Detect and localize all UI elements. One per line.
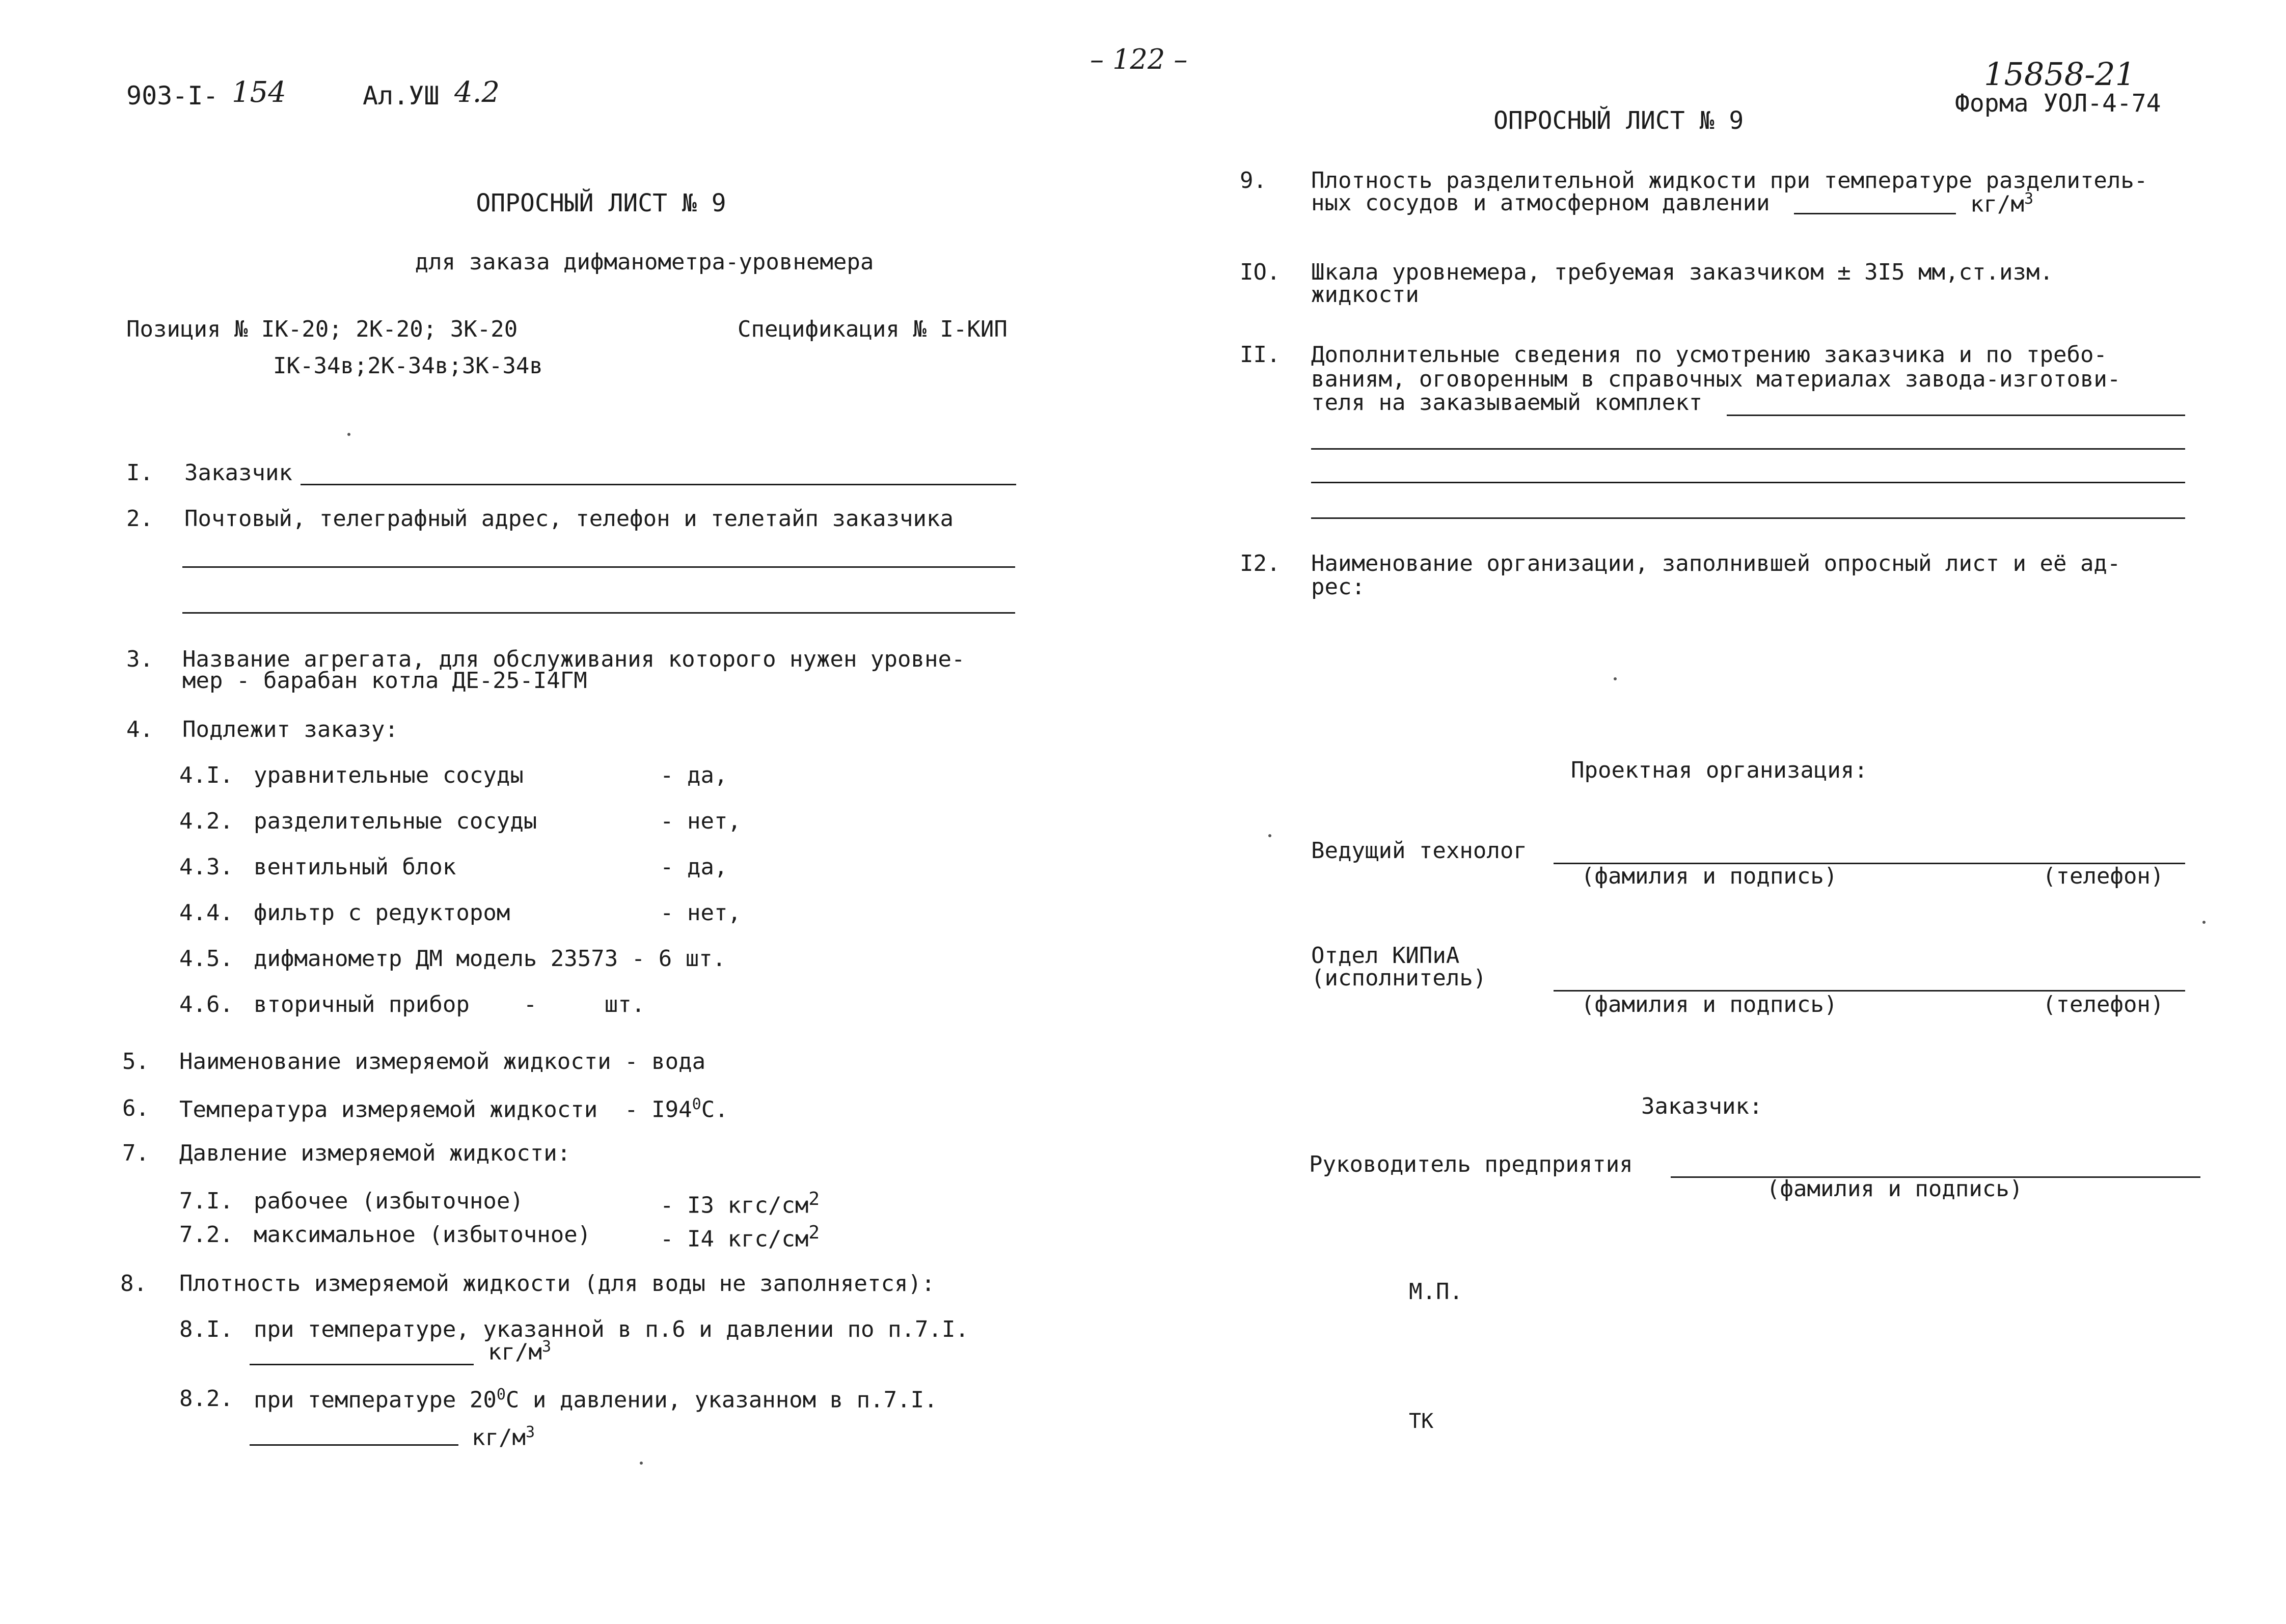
additional-info-line-3: [1311, 482, 2185, 483]
item-2-number: 2.: [126, 506, 153, 532]
customer-heading: Заказчик:: [1641, 1093, 1763, 1119]
scan-speck: [2202, 921, 2206, 924]
doc-code: 90З-I-: [126, 81, 219, 111]
item-6-number: 6.: [122, 1095, 149, 1121]
item-7-2-text: максимальное (избыточное): [254, 1222, 591, 1248]
item-1-number: I.: [126, 460, 153, 486]
item-12-text-2: рес:: [1311, 574, 1365, 600]
seal-place-label: М.П.: [1409, 1279, 1463, 1305]
item-11-text-3: теля на заказываемый комплект: [1311, 390, 1703, 416]
item-4-3-value: - да,: [660, 854, 728, 880]
item-10-number: IO.: [1240, 259, 1281, 285]
item-4-2-number: 4.2.: [179, 808, 233, 834]
item-8-label: Плотность измеряемой жидкости (для воды не заполняется):: [179, 1271, 935, 1297]
address-field-line-1: [182, 566, 1015, 568]
item-4-5-text: дифманометр ДМ модель 23573 - 6 шт.: [254, 946, 726, 972]
customer-field-line: [301, 484, 1016, 485]
item-4-number: 4.: [126, 717, 153, 742]
enterprise-head-caption: (фамилия и подпись): [1766, 1176, 2023, 1202]
specification: Спецификация № I-КИП: [738, 316, 1008, 342]
left-title: ОПРОСНЫЙ ЛИСТ № 9: [476, 189, 726, 217]
item-7-1-text: рабочее (избыточное): [254, 1188, 524, 1214]
item-6-text: Температура измеряемой жидкости - $I94^0С$.: [179, 1095, 728, 1123]
item-3-number: 3.: [126, 646, 153, 672]
item-2-label: Почтовый, телеграфный адрес, телефон и телетайп заказчика: [184, 506, 954, 532]
item-7-1-value: - I3 кгс/$см^2$: [660, 1189, 820, 1219]
item-12-text-1: Наименование организации, заполнившей опросный лист и её ад-: [1311, 550, 2121, 576]
right-title: ОПРОСНЫЙ ЛИСТ № 9: [1493, 106, 1744, 135]
item-7-label: Давление измеряемой жидкости:: [179, 1140, 571, 1166]
item-7-1-number: 7.I.: [179, 1188, 233, 1214]
item-5-number: 5.: [122, 1049, 149, 1075]
lead-technologist-label: Ведущий технолог: [1311, 838, 1527, 864]
item-4-1-number: 4.I.: [179, 762, 233, 788]
lead-technologist-name-caption: (фамилия и подпись): [1581, 863, 1838, 889]
additional-info-line-4: [1311, 517, 2185, 519]
scan-speck: [347, 433, 350, 436]
item-4-label: Подлежит заказу:: [182, 717, 398, 742]
item-4-1-text: уравнительные сосуды: [254, 762, 524, 788]
item-4-3-text: вентильный блок: [254, 854, 456, 880]
scan-speck: [1614, 677, 1617, 680]
item-1-label: Заказчик: [184, 460, 292, 486]
item-4-4-text: фильтр с редуктором: [254, 900, 510, 926]
department-name-caption: (фамилия и подпись): [1581, 992, 1838, 1017]
item-10-text-1: Шкала уровнемера, требуемая заказчиком ± 3I5 мм,ст.изм.: [1311, 259, 2053, 285]
address-field-line-2: [182, 612, 1015, 614]
density-field-line-2: [250, 1444, 458, 1446]
page-number: – 122 –: [1090, 43, 1188, 75]
item-8-1-number: 8.I.: [179, 1316, 233, 1342]
item-9-text-1: Плотность разделительной жидкости при температуре разделитель-: [1311, 168, 2148, 194]
item-4-4-number: 4.4.: [179, 900, 233, 926]
lead-technologist-phone-caption: (телефон): [2043, 863, 2164, 889]
item-4-2-value: - нет,: [660, 808, 741, 834]
doc-code-handwritten: 154: [232, 76, 286, 109]
item-11-text-2: ваниям, оговоренным в справочных материалах завода-изготови-: [1311, 366, 2121, 392]
item-4-6-text: вторичный прибор - шт.: [254, 992, 645, 1017]
position-line-1: Позиция № IК-20; 2К-20; ЗК-20: [126, 316, 518, 342]
item-8-2-text: при температуре $20^0С$ и давлении, указанном в п.7.I.: [254, 1386, 938, 1413]
item-5-text: Наименование измеряемой жидкости - вода: [179, 1049, 706, 1075]
item-4-1-value: - да,: [660, 762, 728, 788]
item-8-2-unit: $кг/м^3$: [472, 1423, 535, 1451]
item-7-2-number: 7.2.: [179, 1222, 233, 1248]
item-4-4-value: - нет,: [660, 900, 741, 926]
density-field-line-1: [250, 1364, 474, 1365]
item-4-2-text: разделительные сосуды: [254, 808, 537, 834]
enterprise-head-label: Руководитель предприятия: [1309, 1151, 1633, 1177]
item-8-number: 8.: [120, 1271, 147, 1297]
item-3-text-1: Название агрегата, для обслуживания которого нужен уровне-: [182, 646, 965, 672]
department-phone-caption: (телефон): [2043, 992, 2164, 1017]
item-4-6-number: 4.6.: [179, 992, 233, 1017]
position-line-2: IК-34в;2К-34в;ЗК-34в: [273, 353, 543, 379]
album-handwritten: 4.2: [454, 76, 500, 109]
department-label-2: (исполнитель): [1311, 965, 1487, 991]
item-8-1-unit: $кг/м^3$: [488, 1338, 552, 1365]
item-9-unit: $кг/м^3$: [1970, 190, 2034, 217]
item-11-number: II.: [1240, 342, 1281, 368]
form-code: Форма УОЛ-4-74: [1955, 89, 2161, 118]
tk-mark: ТК: [1409, 1410, 1434, 1433]
item-12-number: I2.: [1240, 550, 1281, 576]
department-label-1: Отдел КИПиА: [1311, 943, 1460, 969]
design-org-heading: Проектная организация:: [1571, 757, 1868, 783]
item-3-text-2: мер - барабан котла ДЕ-25-I4ГМ: [182, 668, 587, 694]
item-7-2-value: - I4 кгс/$см^2$: [660, 1222, 820, 1252]
item-4-3-number: 4.3.: [179, 854, 233, 880]
item-11-text-1: Дополнительные сведения по усмотрению заказчика и по требо-: [1311, 342, 2107, 368]
additional-info-line-2: [1311, 448, 2185, 450]
item-10-text-2: жидкости: [1311, 282, 1419, 308]
additional-info-line-1: [1727, 415, 2185, 416]
scan-speck: [640, 1462, 643, 1465]
item-9-text-2: ных сосудов и атмосферном давлении: [1311, 190, 1770, 216]
item-8-1-text: при температуре, указанной в п.6 и давлении по п.7.I.: [254, 1316, 969, 1342]
item-7-number: 7.: [122, 1140, 149, 1166]
left-subtitle: для заказа дифманометра-уровнемера: [415, 249, 874, 275]
album-code: Ал.УШ: [363, 81, 440, 111]
stamp-number: 15858-21: [1984, 56, 2136, 93]
scan-speck: [1268, 834, 1271, 837]
item-4-5-number: 4.5.: [179, 946, 233, 972]
item-9-number: 9.: [1240, 168, 1267, 194]
item-8-2-number: 8.2.: [179, 1386, 233, 1412]
separating-density-field-line: [1794, 213, 1956, 214]
